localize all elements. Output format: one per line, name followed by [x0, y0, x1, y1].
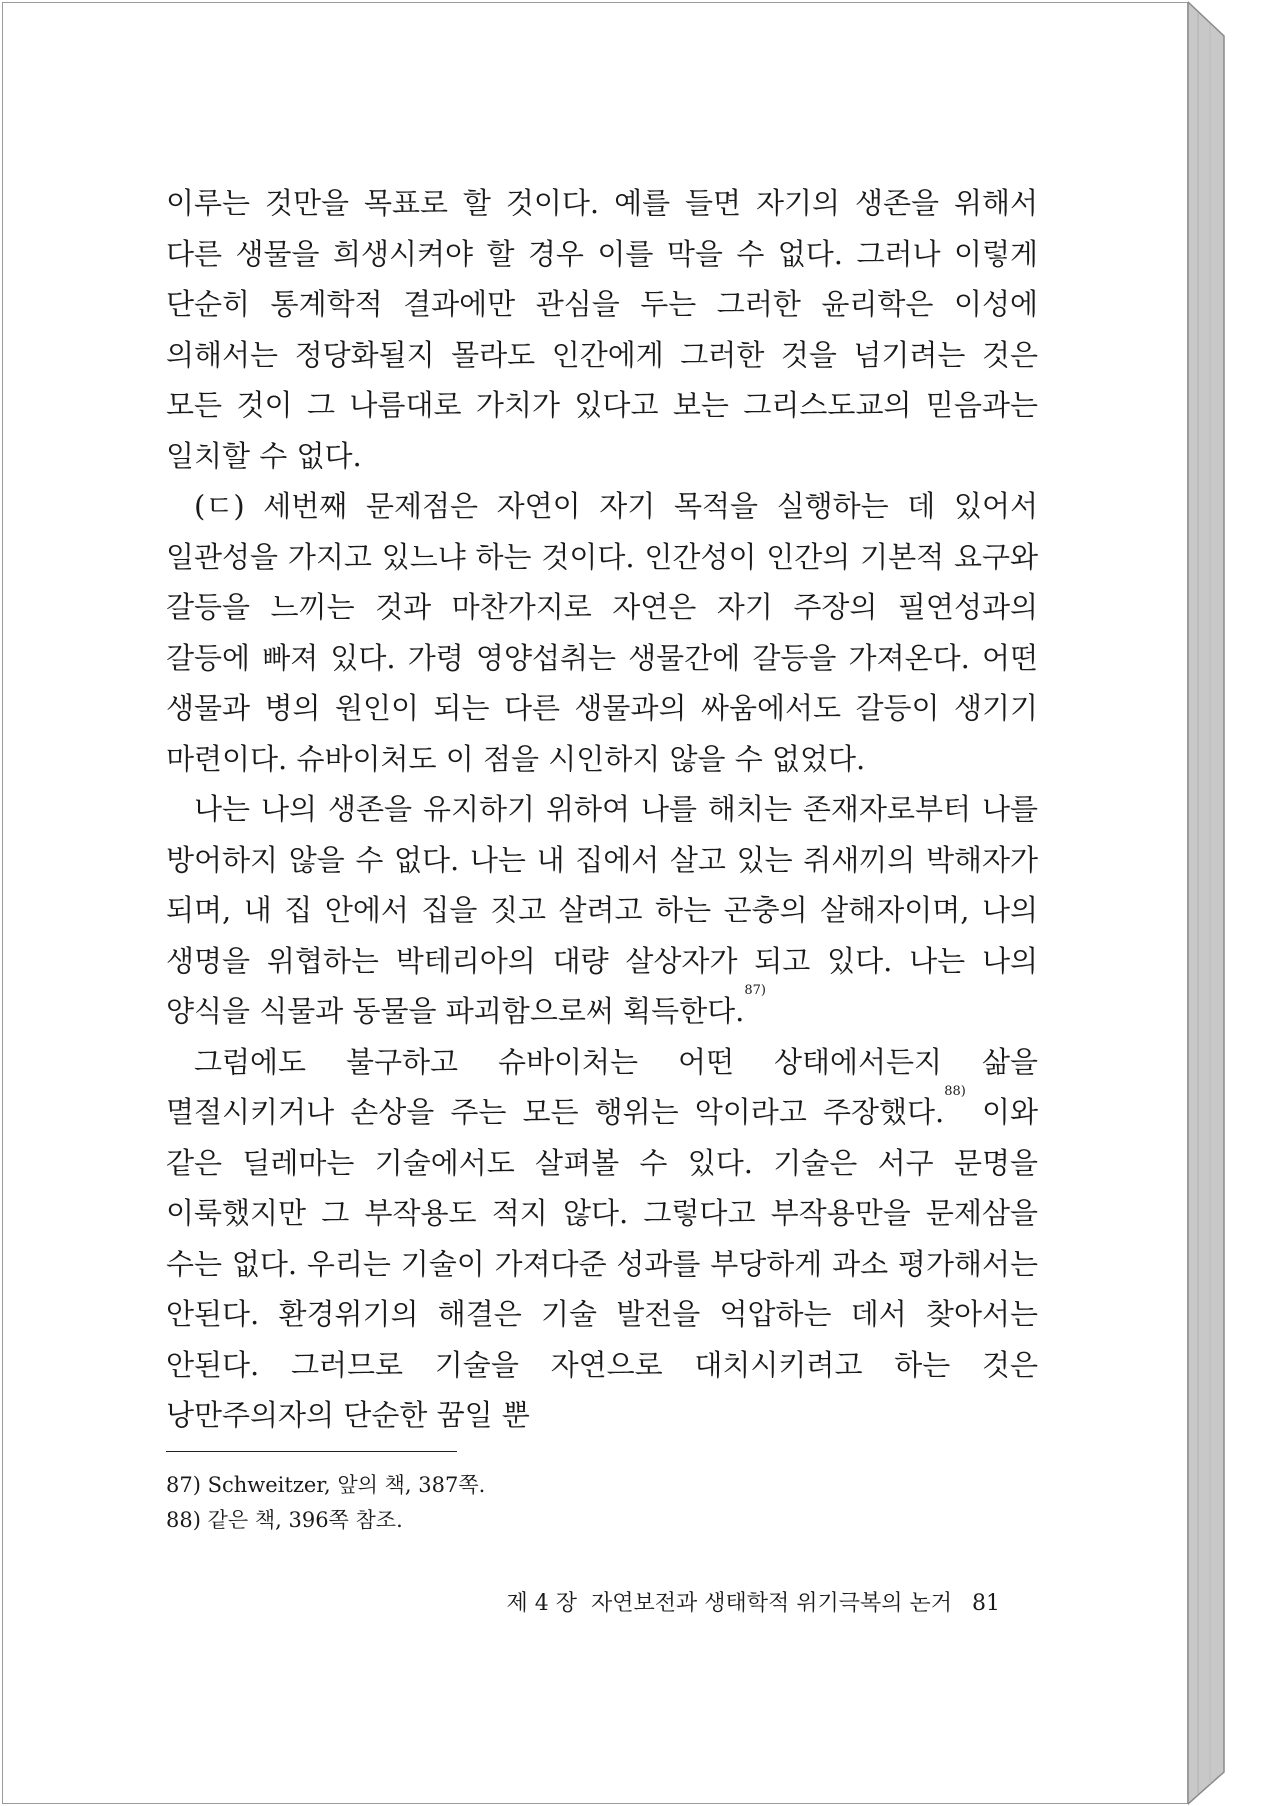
quote-text: 나는 나의 생존을 유지하기 위하여 나를 해치는 존재자로부터 나를 방어하지 않을 수 없다. 나는 내 집에서 살고 있는 쥐새끼의 박해자가 되며, 내 집 안에서 집을 짓고 살려고 하는 곤충의 살해자이며, 나의 생명을 위협하는 박테리아의 대량 살상자가 되고 있다. 나는 나의 양식을 식물과 동물을 파괴함으로써 획득한다.	[166, 792, 1038, 1028]
footnote-ref-87: 87)	[744, 983, 766, 998]
paragraph-4-text-before: 그럼에도 불구하고 슈바이처는 어떤 상태에서든지 삶을 멸절시키거나 손상을 주는 모든 행위는 악이라고 주장했다.	[166, 1044, 1038, 1129]
paragraph-2: (ㄷ) 세번째 문제점은 자연이 자기 목적을 실행하는 데 있어서 일관성을 가지고 있느냐 하는 것이다. 인간성이 인간의 기본적 요구와 갈등을 느끼는 것과 마찬가지로 자연은 자기 주장의 필연성과의 갈등에 빠져 있다. 가령 영양섭취는 생물간에 갈등을 가져온다. 어떤 생물과 병의 원인이 되는 다른 생물과의 싸움에서도 갈등이 생기기 마련이다. 슈바이처도 이 점을 시인하지 않을 수 없었다.	[166, 489, 1038, 776]
footnotes	[166, 1468, 966, 1538]
chapter-title: 제 4 장 자연보전과 생태학적 위기극복의 논거	[506, 1591, 952, 1616]
running-footer	[480, 1587, 1000, 1621]
page-body	[166, 178, 1038, 1441]
paragraph-4	[166, 1037, 1038, 1441]
paragraph-quote	[166, 784, 1038, 1037]
page-number: 81	[972, 1591, 1000, 1616]
paragraph-4-text-after: 이와 같은 딜레마는 기술에서도 살펴볼 수 있다. 기술은 서구 문명을 이룩했지만 그 부작용도 적지 않다. 그렇다고 부작용만을 문제삼을 수는 없다. 우리는 기술이 가져다준 성과를 부당하게 과소 평가해서는 안된다. 환경위기의 해결은 기술 발전을 억압하는 데서 찾아서는 안된다. 그러므로 기술을 자연으로 대치시키려고 하는 것은 낭만주의자의 단순한 꿈일 뿐	[166, 1095, 1038, 1432]
footnote-ref-88: 88)	[944, 1084, 966, 1099]
footnote-divider	[166, 1451, 457, 1452]
footnote-87: 87) Schweitzer, 앞의 책, 387쪽.	[166, 1473, 486, 1497]
footnote-88: 88) 같은 책, 396쪽 참조.	[166, 1508, 403, 1532]
book-edge-decoration	[1188, 0, 1272, 1806]
paragraph-1: 이루는 것만을 목표로 할 것이다. 예를 들면 자기의 생존을 위해서 다른 생물을 희생시켜야 할 경우 이를 막을 수 없다. 그러나 이렇게 단순히 통계학적 결과에만 관심을 두는 그러한 윤리학은 이성에 의해서는 정당화될지 몰라도 인간에게 그러한 것을 넘기려는 것은 모든 것이 그 나름대로 가치가 있다고 보는 그리스도교의 믿음과는 일치할 수 없다.	[166, 186, 1038, 473]
